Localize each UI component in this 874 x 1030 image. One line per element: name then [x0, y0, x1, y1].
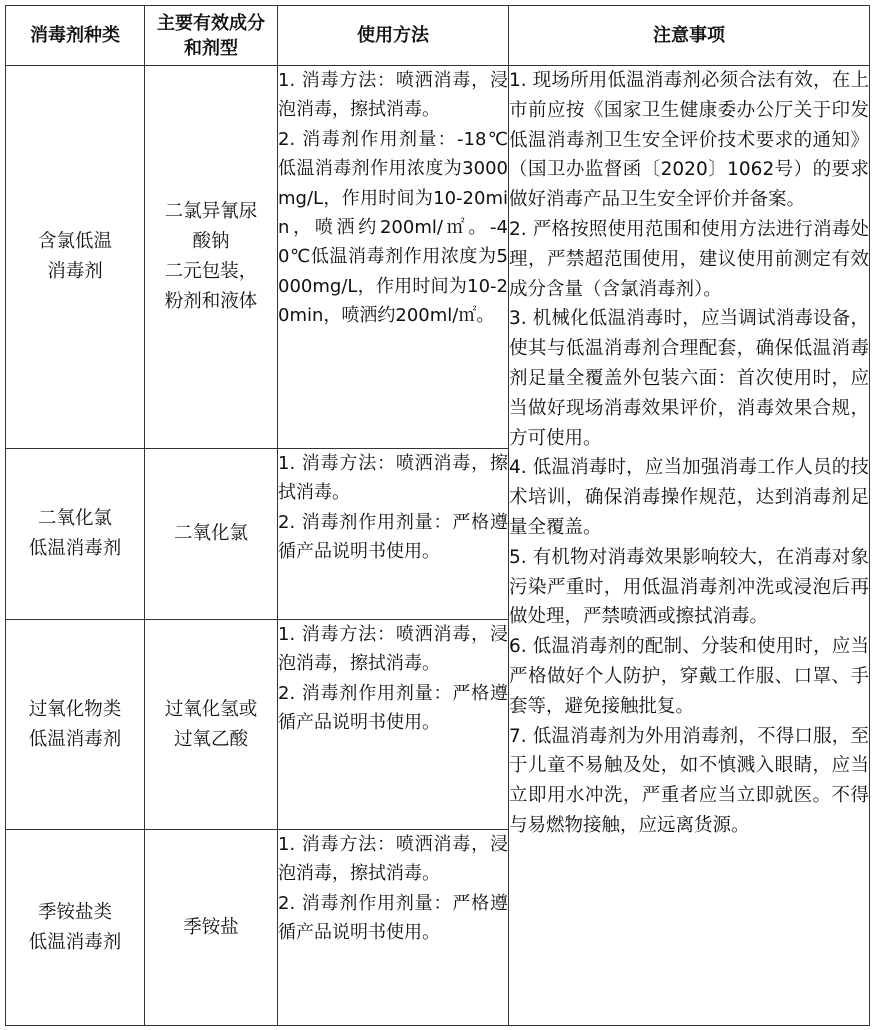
component-cell: 二氯异氰尿 酸钠 二元包装， 粉剂和液体 — [145, 66, 278, 449]
note-item: 2. 严格按照使用范围和使用方法进行消毒处理，严禁超范围使用，建议使用前测定有效成分含量（含氯消毒剂）。 — [509, 218, 869, 300]
header-usage-method: 使用方法 — [278, 6, 509, 66]
disinfectant-type-cell: 季铵盐类 低温消毒剂 — [6, 830, 145, 1026]
note-item: 4. 低温消毒时，应当加强消毒工作人员的技术培训，确保消毒操作规范，达到消毒剂足量全覆盖。 — [509, 457, 869, 538]
precautions-cell — [509, 66, 870, 1026]
component-cell: 过氧化氢或 过氧乙酸 — [145, 620, 278, 830]
disinfectant-type-cell: 含氯低温 消毒剂 — [6, 66, 145, 449]
component-cell: 季铵盐 — [145, 830, 278, 1026]
note-item: 3. 机械化低温消毒时，应当调试消毒设备，使其与低温消毒剂合理配套，确保低温消毒剂足量全覆盖外包装六面：首次使用时，应当做好现场消毒效果评价，消毒效果合规，方可使用。 — [509, 308, 869, 449]
table-row — [6, 66, 870, 449]
usage-method-cell: 1. 消毒方法：喷洒消毒，浸泡消毒，擦拭消毒。 2. 消毒剂作用剂量：-18℃低温消毒剂作用浓度为3000mg/L，作用时间为10-20min，喷洒约200ml/㎡。-40℃低温消毒剂作用浓度为5000mg/L，作用时间为10-20min，喷洒约200ml/㎡。 — [278, 66, 509, 449]
header-row — [6, 6, 870, 66]
header-disinfectant-type: 消毒剂种类 — [6, 6, 145, 66]
usage-method-cell: 1. 消毒方法：喷洒消毒，浸泡消毒，擦拭消毒。 2. 消毒剂作用剂量：严格遵循产品说明书使用。 — [278, 830, 509, 1026]
note-item: 5. 有机物对消毒效果影响较大，在消毒对象污染严重时，用低温消毒剂冲洗或浸泡后再做处理，严禁喷洒或擦拭消毒。 — [509, 546, 869, 628]
usage-method-cell: 1. 消毒方法：喷洒消毒，擦拭消毒。 2. 消毒剂作用剂量：严格遵循产品说明书使用。 — [278, 449, 509, 620]
disinfectant-type-cell: 二氧化氯 低温消毒剂 — [6, 449, 145, 620]
note-item: 7. 低温消毒剂为外用消毒剂，不得口服，至于儿童不易触及处，如不慎溅入眼睛，应当立即用水冲洗，严重者应当立即就医。不得与易燃物接触，应远离货源。 — [509, 725, 869, 836]
usage-method-cell: 1. 消毒方法：喷洒消毒，浸泡消毒，擦拭消毒。 2. 消毒剂作用剂量：严格遵循产品说明书使用。 — [278, 620, 509, 830]
disinfectant-type-cell: 过氧化物类 低温消毒剂 — [6, 620, 145, 830]
component-cell: 二氧化氯 — [145, 449, 278, 620]
header-precautions: 注意事项 — [509, 6, 870, 66]
note-item: 6. 低温消毒剂的配制、分装和使用时，应当严格做好个人防护，穿戴工作服、口罩、手套等，避免接触批复。 — [509, 636, 869, 717]
header-main-component: 主要有效成分和剂型 — [145, 6, 278, 66]
note-item: 1. 现场所用低温消毒剂必须合法有效，在上市前应按《国家卫生健康委办公厅关于印发低温消毒剂卫生安全评价技术要求的通知》（国卫办监督函〔2020〕1062号）的要求做好消毒产品卫生安全评价并备案。 — [509, 70, 869, 211]
disinfectant-table — [5, 5, 870, 1026]
